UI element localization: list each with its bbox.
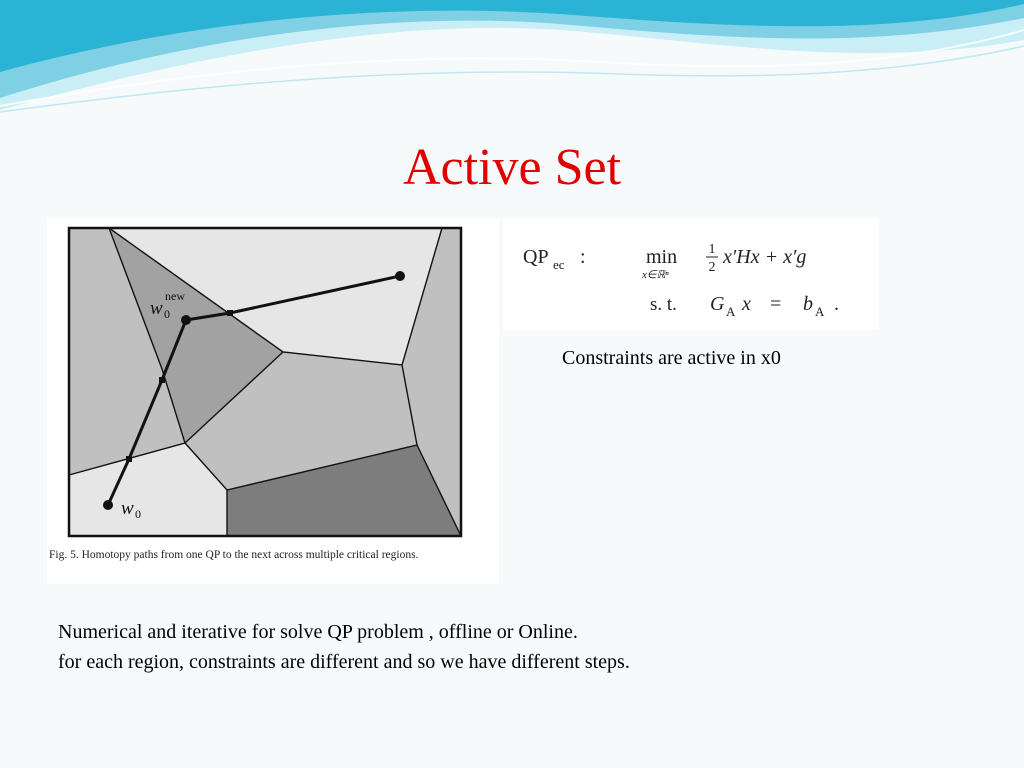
svg-text:x (741, 293, 751, 315)
svg-text:A (726, 304, 736, 319)
eq-rhs: b (803, 293, 813, 315)
svg-text:x′Hx + x′g (722, 246, 806, 268)
qp-equation (503, 218, 879, 330)
svg-text:1 (709, 242, 716, 257)
label-w0-sub: 0 (135, 507, 141, 521)
svg-text:= (770, 293, 781, 315)
svg-text:b (803, 293, 813, 315)
eq-lhs-sub: A (726, 304, 736, 319)
path-marker (159, 377, 165, 383)
svg-text:QP (523, 246, 549, 268)
svg-text:ec (553, 257, 565, 272)
label-w-new: w (150, 298, 163, 319)
path-marker (126, 456, 132, 462)
end-point (395, 271, 405, 281)
label-w0: w (121, 498, 134, 519)
path-marker (227, 310, 233, 316)
eq-min: min (646, 246, 678, 268)
svg-text:. (834, 293, 839, 315)
svg-text:: (580, 246, 586, 268)
eq-name: QP (523, 246, 549, 268)
svg-text:x∈ℝⁿ (641, 269, 669, 281)
eq-name-sub: ec (553, 257, 565, 272)
svg-text:2 (709, 260, 716, 275)
eq-frac-den: 2 (708, 260, 716, 275)
label-w-new-sub: 0 (164, 307, 170, 321)
slide-title: Active Set (402, 139, 622, 196)
eq-lhs: G (710, 293, 725, 315)
constraints-note: Constraints are active in x0 (562, 347, 781, 369)
start-point-w0 (103, 500, 113, 510)
svg-text:w (150, 298, 163, 319)
eq-st: s. t. (650, 294, 677, 315)
svg-text:G (710, 293, 725, 315)
header-wave (0, 0, 1024, 130)
eq-frac-num: 1 (708, 242, 716, 257)
eq-colon: : (580, 246, 586, 268)
svg-text:0 (164, 307, 170, 321)
svg-text:0 (135, 507, 141, 521)
body-text (58, 617, 958, 677)
body-line-1: Numerical and iterative for solve QP problem , offline or Online. (58, 621, 578, 643)
label-w-new-sup: new (165, 289, 185, 303)
eq-min-sub: x∈ℝⁿ (642, 269, 669, 281)
svg-text:s. t. (650, 294, 677, 315)
svg-text:A (815, 304, 825, 319)
point-w0-new (181, 315, 191, 325)
svg-text:w (121, 498, 134, 519)
svg-text:min (646, 246, 677, 268)
eq-rhs-sub: A (815, 304, 825, 319)
eq-objective: x′Hx + x′g (723, 246, 807, 268)
eq-period: . (834, 293, 839, 315)
body-line-2: for each region, constraints are different and so we have different steps. (58, 651, 630, 673)
figure-caption: Fig. 5. Homotopy paths from one QP to the next across multiple critical regions. (49, 549, 419, 561)
eq-equals: = (770, 293, 782, 315)
region-diagram (47, 218, 499, 548)
homotopy-figure (47, 218, 499, 584)
eq-lhs-var: x (742, 293, 751, 315)
svg-text:new (165, 289, 185, 303)
